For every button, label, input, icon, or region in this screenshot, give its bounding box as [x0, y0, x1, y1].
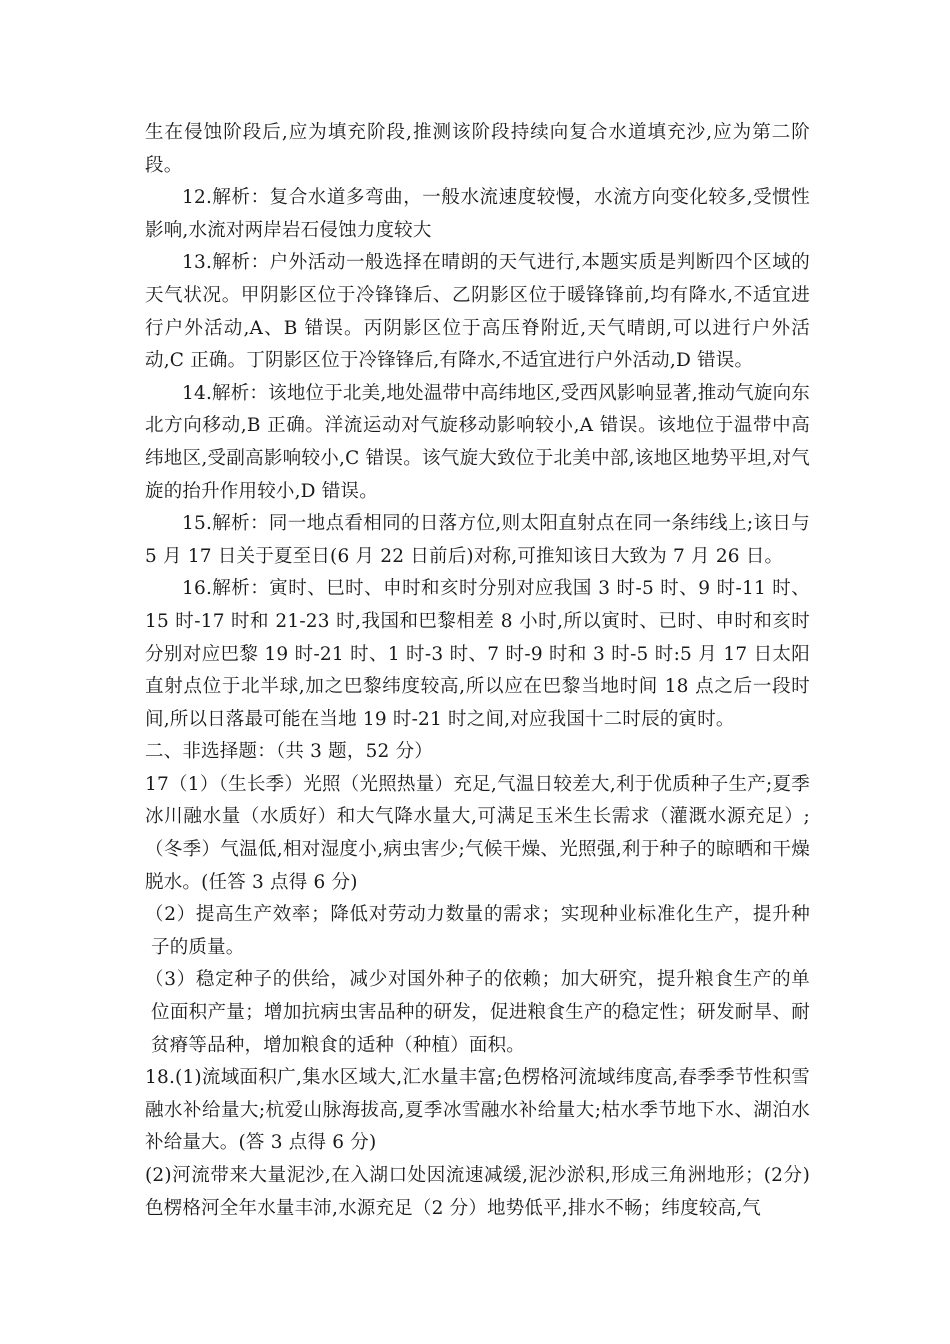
paragraph-q17-1: 17（1）（生长季）光照（光照热量）充足,气温日较差大,利于优质种子生产;夏季冰川融水量（水质好）和大气降水量大,可满足玉米生长需求（灌溉水源充足）;（冬季）气温低,相对湿度小,病虫害少;气候干燥、光照强,利于种子的晾晒和干燥脱水。(任答 3 点得 6 分): [145, 773, 810, 893]
paragraph-q13: 13.解析：户外活动一般选择在晴朗的天气进行,本题实质是判断四个区域的天气状况。甲阴影区位于冷锋锋后、乙阴影区位于暖锋锋前,均有降水,不适宜进行户外活动,A、B 错误。丙阴影区位于高压脊附近,天气晴朗,可以进行户外活动,C 正确。丁阴影区位于冷锋锋后,有降水,不适宜进行户外活动,D 错误。: [145, 252, 810, 372]
paragraph-q18-2: (2)河流带来大量泥沙,在入湖口处因流速减缓,泥沙淤积,形成三角洲地形；(2分)色楞格河全年水量丰沛,水源充足（2 分）地势低平,排水不畅；纬度较高,气: [145, 1165, 810, 1219]
paragraph-q17-3: （3）稳定种子的供给，减少对国外种子的依赖；加大研究，提升粮食生产的单位面积产量；增加抗病虫害品种的研发，促进粮食生产的稳定性；研发耐旱、耐贫瘠等品种，增加粮食的适种（种植）面积。: [145, 969, 810, 1056]
paragraph-q15: 15.解析：同一地点看相同的日落方位,则太阳直射点在同一条纬线上;该日与 5 月 17 日关于夏至日(6 月 22 日前后)对称,可推知该日大致为 7 月 26 日。: [145, 513, 810, 567]
paragraph-q16: 16.解析：寅时、巳时、申时和亥时分别对应我国 3 时-5 时、9 时-11 时、15 时-17 时和 21-23 时,我国和巴黎相差 8 小时,所以寅时、已时、申时和亥时分别对应巴黎 19 时-21 时、1 时-3 时、7 时-9 时和 3 时-5 时:5 月 17 日太阳直射点位于北半球,加之巴黎纬度较高,所以应在巴黎当地时间 18 点之后一段时间,所以日落最可能在当地 19 时-21 时之间,对应我国十二时辰的寅时。: [145, 578, 810, 730]
paragraph-q17-2: （2）提高生产效率；降低对劳动力数量的需求；实现种业标准化生产，提升种子的质量。: [145, 904, 810, 958]
answer-page: [145, 117, 810, 1225]
paragraph-continuation: 生在侵蚀阶段后,应为填充阶段,推测该阶段持续向复合水道填充沙,应为第二阶段。: [145, 122, 810, 176]
paragraph-q12: 12.解析：复合水道多弯曲，一般水流速度较慢，水流方向变化较多,受惯性影响,水流对两岸岩石侵蚀力度较大: [145, 187, 810, 241]
section-heading-nonchoice: 二、非选择题：（共 3 题，52 分）: [145, 741, 434, 763]
paragraph-q18-1: 18.(1)流域面积广,集水区域大,汇水量丰富;色楞格河流域纬度高,春季季节性积雪融水补给量大;杭爱山脉海拔高,夏季冰雪融水补给量大;枯水季节地下水、湖泊水补给量大。(答 3 点得 6 分): [145, 1067, 810, 1154]
paragraph-q14: 14.解析：该地位于北美,地处温带中高纬地区,受西风影响显著,推动气旋向东北方向移动,B 正确。洋流运动对气旋移动影响较小,A 错误。该地位于温带中高纬地区,受副高影响较小,C 错误。该气旋大致位于北美中部,该地区地势平坦,对气旋的抬升作用较小,D 错误。: [145, 382, 810, 502]
